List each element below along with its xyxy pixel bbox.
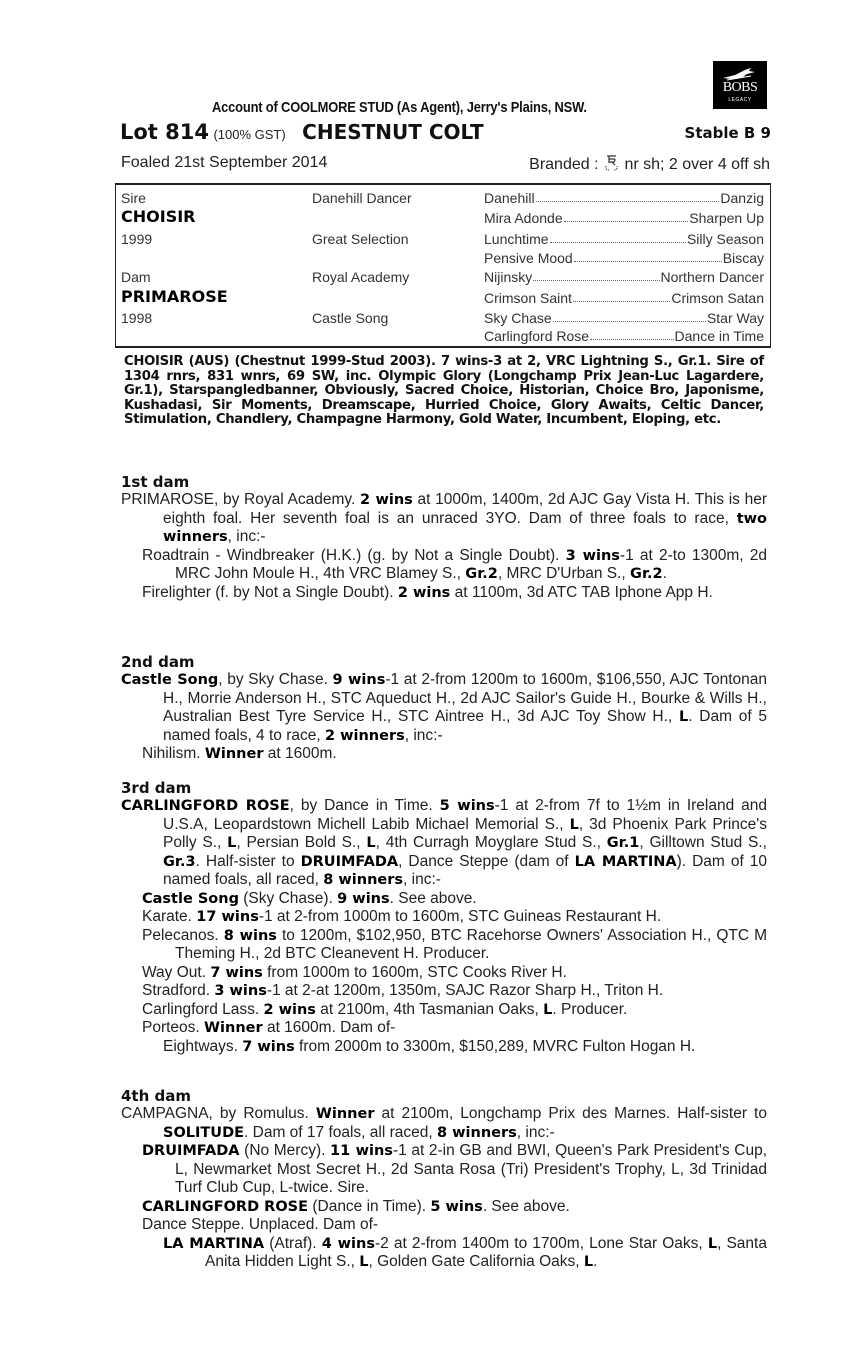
bold-text: SOLITUDE [163, 1124, 245, 1141]
bold-text: 5 wins [439, 798, 495, 814]
pedigree-entry [121, 547, 767, 584]
ggp-right: Sharpen Up [689, 210, 764, 226]
great-grandparent-row [484, 290, 764, 306]
entry-text: Porteos. [142, 1019, 205, 1036]
bold-text: L [366, 835, 376, 851]
entry-text: (Dance in Time). [308, 1197, 431, 1215]
entry-text: at 1600m. Dam of- [262, 1019, 396, 1036]
pedigree-entry [121, 1198, 767, 1217]
entry-text: -2 at 2-from 1400m to 1700m, Lone Star Oaks, [374, 1234, 708, 1252]
dam-heading: 4th dam [121, 1087, 191, 1105]
logo-subtext: LEGACY [728, 97, 752, 103]
bold-text: Gr.3 [163, 853, 196, 870]
entry-text: , Golden Gate California Oaks, [368, 1253, 584, 1270]
entry-text: . See above. [389, 889, 477, 907]
ggp-left: Mira Adonde [484, 210, 563, 226]
entry-text: (No Mercy). [239, 1142, 331, 1159]
entry-text: , Persian Bold S., [236, 834, 367, 851]
entry-text: Nihilism. [142, 745, 205, 762]
ggp-left: Sky Chase [484, 310, 552, 326]
bold-text: L [569, 816, 579, 833]
bold-text: 8 wins [223, 927, 277, 944]
grandsire-paternal: Danehill Dancer [312, 190, 412, 206]
entry-text: Carlingford Lass. [142, 1000, 264, 1018]
pedigree-entry [121, 1019, 767, 1038]
stable-location: Stable B 9 [684, 124, 771, 142]
pedigree-entry [163, 1235, 767, 1272]
bold-text: 9 wins [337, 890, 390, 907]
entry-text: , inc:- [227, 528, 266, 545]
great-grandparent-row [484, 328, 764, 344]
entry-text: at 2100m, 4th Tasmanian Oaks, [315, 1000, 544, 1018]
bold-text: L [359, 1254, 369, 1270]
bold-text: 5 wins [430, 1198, 483, 1215]
entry-text: Dance Steppe. Unplaced. Dam of- [142, 1216, 379, 1233]
dam-name: PRIMAROSE [121, 287, 228, 306]
pedigree-entry [121, 797, 767, 890]
entry-text: -1 at 2-at 1200m, 1350m, SAJC Razor Sharp H., Triton H. [266, 982, 664, 999]
bold-text: L [543, 1001, 553, 1018]
ggp-right: Biscay [722, 250, 764, 266]
bold-text: 3 wins [214, 983, 267, 999]
ggp-right: Star Way [706, 310, 764, 326]
brand-mark-icon [603, 154, 620, 172]
bold-text: DRUIMFADA [300, 853, 399, 870]
bold-text: CARLINGFORD ROSE [142, 1198, 309, 1215]
ggp-left: Pensive Mood [484, 250, 573, 266]
branded-text: nr sh; 2 over 4 off sh [624, 156, 770, 173]
pedigree-entry [121, 1105, 767, 1142]
dam-heading: 3rd dam [121, 779, 192, 797]
pedigree-entry [121, 1216, 767, 1235]
pedigree-entry [163, 1038, 767, 1057]
entry-text: , Dance Steppe (dam of [398, 852, 575, 870]
entry-text: . [593, 1253, 598, 1270]
racehorse-icon [721, 67, 759, 81]
bold-text: Gr.2 [630, 566, 663, 582]
ggp-left: Crimson Saint [484, 290, 572, 306]
entry-text: . Dam of 17 foals, all raced, [244, 1123, 437, 1141]
entry-text: ). Dam of 10 named foals, all raced, [163, 852, 767, 888]
entry-text: -1 at 2-from 7f to 1½m in Ireland and U.S.A, Leopardstown Michell Labib Michael Memorial S., [163, 797, 767, 833]
entry-text: -1 at 2-from 1000m to 1600m, STC Guineas Restaurant H. [258, 908, 662, 925]
branded-label: Branded : [529, 156, 599, 173]
grandsire-maternal: Royal Academy [312, 269, 410, 285]
pedigree-entry [121, 982, 767, 1001]
lot-line [120, 120, 771, 146]
entry-text: -1 at 2-to 1300m, 2d MRC John Moule H., 4th VRC Blamey S., [175, 546, 767, 582]
bold-text: 11 wins [330, 1143, 393, 1159]
dam-heading: 1st dam [121, 473, 190, 491]
bold-text: Gr.2 [465, 566, 498, 582]
dam-label: Dam [121, 269, 151, 285]
entry-text: Firelighter (f. by Not a Single Doubt). [142, 583, 398, 601]
entry-text: Eightways. [163, 1037, 243, 1055]
bold-text: 4 wins [321, 1235, 375, 1252]
bold-text: L [227, 835, 237, 851]
pedigree-entry [121, 964, 767, 983]
bold-text: 7 wins [242, 1038, 295, 1055]
bold-text: 2 wins [263, 1001, 316, 1018]
entry-text: , Gilltown Stud S., [639, 834, 767, 851]
entry-text: Way Out. [142, 963, 211, 981]
vendor-account: Account of COOLMORE STUD (As Agent), Jerry's Plains, NSW. [212, 99, 587, 116]
bold-text: Gr.1 [606, 835, 640, 851]
ggp-left: Carlingford Rose [484, 328, 590, 344]
bold-text: Winner [204, 1020, 263, 1036]
ggp-left: Lunchtime [484, 231, 549, 247]
entry-text: from 2000m to 3300m, $150,289, MVRC Fulton Hogan H. [294, 1037, 696, 1055]
entry-text: , 4th Curragh Moyglare Stud S., [375, 834, 607, 851]
bold-text: 2 wins [397, 584, 451, 601]
entry-text: -1 at 2-from 1200m to 1600m, $106,550, AJC Tontonan H., Morrie Anderson H., STC Aqueduct H., 2d AJC Sailor's Guide H., Bourke & Wills H., Australian Best Tyre Service H., STC Aintree H., 3d AJC Toy Show H., [163, 671, 767, 725]
bold-text: DRUIMFADA [142, 1143, 240, 1159]
gst-note: (100% GST) [213, 127, 286, 142]
ggp-right: Danzig [720, 190, 764, 206]
granddam-paternal: Great Selection [312, 231, 409, 247]
dam-entries [121, 1105, 767, 1272]
entry-text: Roadtrain - Windbreaker (H.K.) (g. by Not a Single Doubt). [142, 546, 566, 564]
entry-text: CAMPAGNA, by Romulus. [121, 1105, 316, 1122]
bold-text: 17 wins [196, 909, 259, 925]
entry-text: -1 at 2-in GB and BWI, Queen's Park President's Cup, L, Newmarket Most Secret H., 2d Santa Rosa (Tri) President's Trophy, L, 3d Trinidad Turf Club Cup, L-twice. Sire. [175, 1142, 767, 1196]
sire-name: CHOISIR [121, 207, 196, 226]
bold-text: LA MARTINA [574, 853, 677, 870]
entry-text: at 2100m, Longchamp Prix des Marnes. Half-sister to [374, 1105, 767, 1122]
entry-text: , inc:- [404, 726, 443, 744]
sire-description: CHOISIR (AUS) (Chestnut 1999-Stud 2003). 7 wins-3 at 2, VRC Lightning S., Gr.1. Sire of 1304 rnrs, 831 wnrs, 69 SW, inc. Olympic Glory (Longchamp Prix Jean-Luc Lagardere, Gr.1), Starspangledbanner, Obviously, Sacred Choice, Historian, Choice Bro, Japonisme, Kushadasi, Sir Moments, Dreamscape, Hurried Choice, Glory Awaits, Celtic Dancer, Stimulation, Chandlery, Champagne Harmony, Gold Water, Incumbent, Eloping, etc. [124, 354, 764, 427]
entry-text: at 1100m, 3d ATC TAB Iphone App H. [450, 583, 713, 601]
dam-entries [121, 671, 767, 764]
dam-year: 1998 [121, 310, 153, 326]
ggp-right: Silly Season [686, 231, 764, 247]
entry-text: . Dam of 5 named foals, 4 to race, [163, 708, 767, 744]
entry-text: at 1000m, 1400m, 2d AJC Gay Vista H. This is her eighth foal. Her seventh foal is an unraced 3YO. Dam of three foals to race, [163, 491, 767, 527]
entry-text: . Half-sister to [195, 852, 301, 870]
entry-text: Karate. [142, 908, 197, 925]
pedigree-entry [121, 890, 767, 909]
horse-description: CHESTNUT COLT [302, 120, 484, 144]
bold-text: Winner [315, 1106, 375, 1122]
pedigree-entry [121, 1001, 767, 1020]
bobs-logo [713, 61, 767, 109]
pedigree-entry [121, 908, 767, 927]
entry-text: , 3d Phoenix Park Prince's Polly S., [163, 815, 767, 851]
entry-text: Stradford. [142, 982, 215, 999]
ggp-left: Nijinsky [484, 269, 533, 285]
entry-text: Pelecanos. [142, 926, 224, 944]
lot-number: Lot 814 [120, 120, 209, 144]
dam-section-1 [121, 473, 767, 602]
bold-text: 3 wins [565, 547, 620, 564]
foaled-date: Foaled 21st September 2014 [121, 154, 328, 171]
bold-text: Castle Song [121, 672, 219, 688]
entry-text: to 1200m, $102,950, BTC Racehorse Owners' Association H., QTC M Theming H., 2d BTC Cleanevent H. Producer. [175, 926, 767, 962]
bold-text: 8 winners [437, 1124, 517, 1141]
bold-text: L [583, 1254, 594, 1270]
ggp-left: Danehill [484, 190, 535, 206]
ggp-right: Dance in Time [674, 328, 764, 344]
pedigree-entry [121, 491, 767, 547]
entry-text: , inc:- [403, 871, 441, 888]
dam-section-4 [121, 1087, 767, 1272]
bold-text: Winner [204, 746, 264, 762]
bold-text: L [707, 1235, 718, 1252]
entry-text: . [662, 565, 667, 582]
dam-section-3 [121, 779, 767, 1056]
pedigree-entry [121, 1142, 767, 1198]
entry-text: , by Dance in Time. [289, 797, 440, 814]
great-grandparent-row [484, 269, 764, 285]
entry-text: (Sky Chase). [238, 889, 338, 907]
entry-text: , MRC D'Urban S., [497, 565, 631, 582]
bold-text: 2 wins [359, 492, 413, 508]
granddam-maternal: Castle Song [312, 310, 389, 326]
bold-text: 9 wins [332, 672, 386, 688]
entry-text: at 1600m. [263, 745, 337, 762]
great-grandparent-row [484, 210, 764, 226]
great-grandparent-row [484, 190, 764, 206]
bold-text: L [678, 709, 689, 725]
ggp-right: Northern Dancer [660, 269, 764, 285]
entry-text: PRIMAROSE, by Royal Academy. [121, 491, 360, 508]
sire-label: Sire [121, 190, 146, 206]
logo-text: BOBS [722, 80, 758, 95]
bold-text: two winners [163, 510, 767, 545]
entry-text: . Producer. [552, 1000, 628, 1018]
bold-text: CARLINGFORD ROSE [121, 798, 290, 814]
entry-text: , inc:- [516, 1123, 555, 1141]
dam-entries [121, 797, 767, 1056]
dam-heading: 2nd dam [121, 653, 195, 671]
bold-text: Castle Song [142, 890, 239, 907]
entry-text: (Atraf). [264, 1234, 322, 1252]
bold-text: 2 winners [324, 727, 405, 744]
entry-text: from 1000m to 1600m, STC Cooks River H. [262, 963, 567, 981]
entry-text: . See above. [482, 1197, 570, 1215]
pedigree-entry [121, 584, 767, 603]
ggp-right: Crimson Satan [671, 290, 764, 306]
entry-text: , by Sky Chase. [218, 671, 333, 688]
branded-info [529, 154, 770, 174]
sire-year: 1999 [121, 231, 153, 247]
pedigree-entry [121, 745, 767, 764]
bold-text: 7 wins [210, 964, 263, 981]
pedigree-table [115, 183, 771, 348]
bold-text: 8 winners [323, 872, 404, 888]
entry-text: , Santa Anita Hidden Light S., [205, 1234, 767, 1270]
dam-entries [121, 491, 767, 602]
bold-text: LA MARTINA [163, 1235, 265, 1252]
dam-section-2 [121, 653, 767, 764]
pedigree-entry [121, 927, 767, 964]
great-grandparent-row [484, 310, 764, 326]
great-grandparent-row [484, 250, 764, 266]
pedigree-entry [121, 671, 767, 745]
great-grandparent-row [484, 231, 764, 247]
